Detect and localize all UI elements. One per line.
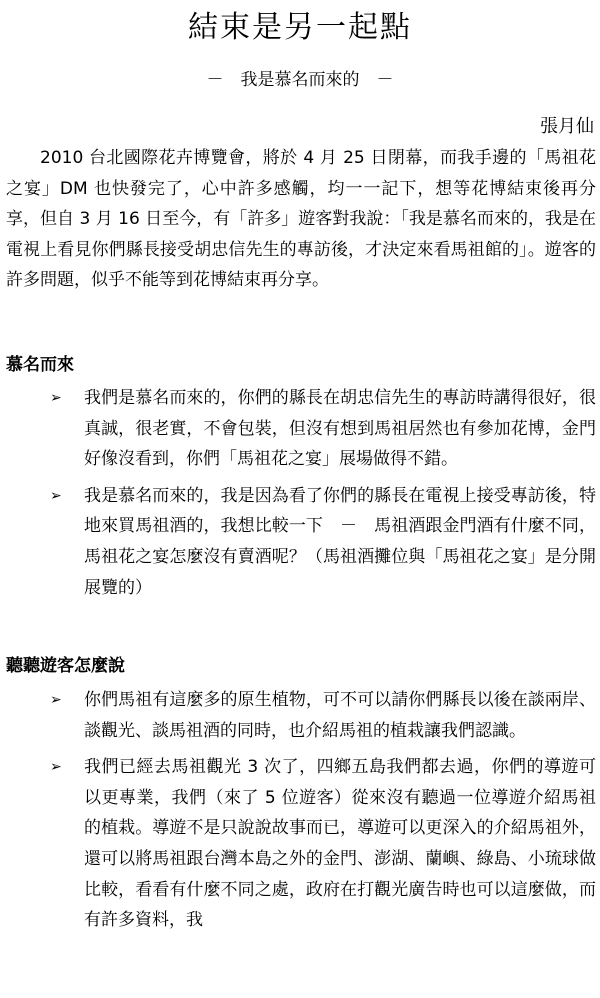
list-item	[50, 752, 596, 936]
arrow-bullet-icon: ➢	[50, 390, 62, 406]
list-item	[50, 685, 596, 746]
section-heading-2: 聽聽遊客怎麼說	[6, 656, 125, 676]
section-heading-1: 慕名而來	[6, 355, 74, 375]
arrow-bullet-icon: ➢	[50, 692, 62, 708]
bullet-list-1	[50, 383, 596, 609]
list-item	[50, 481, 596, 603]
intro-paragraph: 2010 台北國際花卉博覽會，將於 4 月 25 日閉幕，而我手邊的「馬祖花之宴」DM 也快發完了，心中許多感觸，均一一記下，想等花博結束後再分享，但自 3 月 16 日至今，有「許多」遊客對我說：「我是慕名而來的，我是在電視上看見你們縣長接受胡忠信先生的專訪後，才決定來看馬祖館的」。遊客的許多問題，似乎不能等到花博結束再分享。	[6, 148, 596, 291]
list-item-text: 你們馬祖有這麼多的原生植物，可不可以請你們縣長以後在談兩岸、談觀光、談馬祖酒的同時，也介紹馬祖的植栽讓我們認識。	[84, 690, 596, 741]
document-subtitle: － 我是慕名而來的 －	[206, 70, 394, 90]
list-item-text: 我是慕名而來的，我是因為看了你們的縣長在電視上接受專訪後，特地來買馬祖酒的，我想比較一下 － 馬祖酒跟金門酒有什麼不同，馬祖花之宴怎麼沒有賣酒呢？（馬祖酒攤位與「馬祖花之宴」是分開展覽的）	[84, 485, 596, 598]
arrow-bullet-icon: ➢	[50, 487, 62, 504]
list-item	[50, 383, 596, 475]
arrow-bullet-icon: ➢	[50, 759, 62, 776]
list-item-text: 我們已經去馬祖觀光 3 次了，四鄉五島我們都去過，你們的導遊可以更專業，我們（來了 5 位遊客）從來沒有聽過一位導遊介紹馬祖的植栽。導遊不是只說說故事而已，導遊可以更深入的介紹馬祖外，還可以將馬祖跟台灣本島之外的金門、澎湖、蘭嶼、綠島、小琉球做比較，看看有什麼不同之處，政府在打觀光廣告時也可以這麼做，而有許多資料，我	[84, 757, 596, 931]
list-item-text: 我們是慕名而來的，你們的縣長在胡忠信先生的專訪時講得很好，很真誠，很老實，不會包裝，但沒有想到馬祖居然也有參加花博，金門好像沒看到，你們「馬祖花之宴」展場做得不錯。	[84, 388, 596, 470]
bullet-list-2	[50, 685, 596, 942]
author-name: 張月仙	[540, 116, 594, 137]
document-title: 結束是另一起點	[188, 10, 412, 45]
